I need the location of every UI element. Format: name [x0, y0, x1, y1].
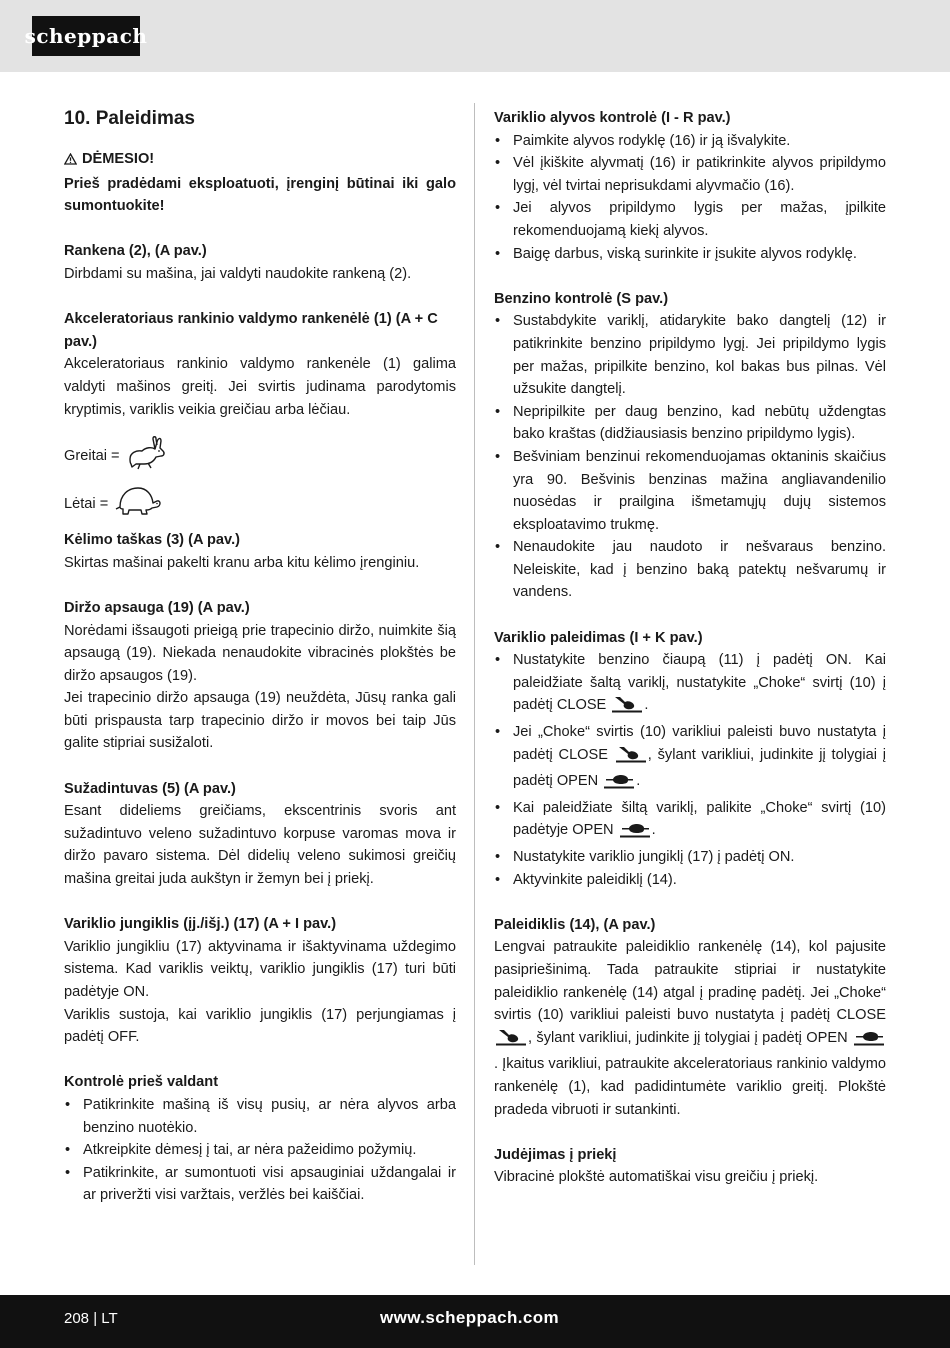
list-item: [494, 721, 886, 797]
list-item: • Patikrinkite mašiną iš visų pusių, ar nėra alyvos arba benzino nuotėkio.: [64, 1094, 456, 1139]
starter-text-b: , šylant varikliui, judinkite jį tolygiai į padėtį OPEN: [528, 1029, 848, 1046]
fast-label: Greitai =: [64, 447, 120, 464]
belt-guard-text-2: Jei trapecinio diržo apsauga (19) neuždėta, Jūsų ranka gali būti prispausta tarp trapecinio diržo ir movos bei taip Jūs galite stipriai susižaloti.: [64, 690, 456, 752]
right-column: [494, 107, 886, 1189]
list-item: • Paimkite alyvos rodyklę (16) ir ją išvalykite.: [494, 130, 886, 153]
list-item: • Nenaudokite jau naudoto ir nešvaraus benzino. Neleiskite, kad į benzino baką patektų nešvarumų ir vandens.: [494, 536, 886, 604]
list-item: • Bešviniam benzinui rekomenduojamas oktaninis skaičius yra 90. Bešvinis benzinas mažina angliavandenilio nuosėdas ir prailgina išmetamųjų dujų sistemos eksploatavimo trukmę.: [494, 446, 886, 536]
warning-triangle-icon: [64, 150, 77, 173]
handle-heading: Rankena (2), (A pav.): [64, 243, 207, 260]
warning-heading: [64, 148, 456, 173]
choke-open-icon: [620, 820, 650, 846]
page-header: [0, 0, 950, 72]
list-item: • Jei alyvos pripildymo lygis per mažas, įpilkite rekomenduojamą kiekį alyvos.: [494, 197, 886, 242]
engine-switch-text-1: Variklio jungikliu (17) aktyvinama ir išaktyvinama uždegimo sistema. Kad variklis veiktų, variklio jungiklis (17) turi būti padėtyje ON.: [64, 938, 456, 1000]
pre-check-heading: Kontrolė prieš valdant: [64, 1074, 219, 1091]
list-item: [494, 797, 886, 846]
start-step-1-end: .: [644, 697, 649, 714]
list-item: • Sustabdykite variklį, atidarykite bako dangtelį (12) ir patikrinkite benzino pripildymo lygį. Jei pripildymo lygis per mažas, pripilkite benzino, kol bakas bus pilnas. Vėl užsukite dangtelį.: [494, 310, 886, 400]
slow-label: Lėtai =: [64, 495, 109, 512]
oil-check-list: [494, 130, 886, 266]
lift-text: Skirtas mašinai pakelti kranu arba kitu kėlimo įrenginiu.: [64, 554, 420, 571]
pre-check-list: [64, 1094, 456, 1207]
choke-close-icon: [612, 695, 642, 721]
oil-check-heading: Variklio alyvos kontrolė (I - R pav.): [494, 110, 731, 126]
start-step-3-text: Kai paleidžiate šiltą variklį, palikite „Choke“ svirtį (10) padėtyje OPEN: [513, 799, 886, 839]
fuel-check-list: [494, 310, 886, 604]
belt-guard-text-1: Norėdami išsaugoti prieigą prie trapecinio diržo, nuimkite šią apsaugą (19). Niekada nenaudokite vibracinės plokštės be diržo apsaugos (19).: [64, 622, 456, 684]
column-divider: [474, 103, 475, 1265]
fuel-check-heading: Benzino kontrolė (S pav.): [494, 290, 669, 307]
handle-text: Dirbdami su mašina, jai valdyti naudokite rankeną (2).: [64, 265, 412, 282]
throttle-heading: Akceleratoriaus rankinio valdymo rankenėlė (1) (A + C pav.): [64, 311, 438, 350]
list-item: • Nepripilkite per daug benzino, kad nebūtų uždengtas bako kraštas (didžiausiasis benzino pripildymo lygis).: [494, 401, 886, 446]
turtle-icon: [114, 483, 162, 525]
starter-text-c: . Įkaitus varikliui, patraukite akceleratoriaus rankinio valdymo rankenėlę (1), kad padidintumėte variklio greitį. Plokštė pradeda vibruoti ir sutankinti.: [494, 1056, 886, 1118]
belt-guard-heading: Diržo apsauga (19) (A pav.): [64, 599, 250, 616]
choke-close-icon: [616, 745, 646, 771]
start-step-3-end: .: [651, 822, 656, 839]
forward-text: Vibracinė plokštė automatiškai visu greičiu į priekį.: [494, 1169, 819, 1186]
page-number: 208 | LT: [64, 1310, 118, 1327]
rabbit-icon: [126, 433, 166, 479]
scheppach-logo: scheppach: [32, 16, 140, 56]
slow-row: [64, 481, 456, 527]
list-item: • Vėl įkiškite alyvmatį (16) ir patikrinkite alyvos pripildymo lygį, vėl tvirtai neprisukdami alyvmačio (16).: [494, 152, 886, 197]
exciter-text: Esant dideliems greičiams, ekscentrinis svoris ant sužadintuvo veleno sužadintuvo korpuse varomas mova ir diržo pavaro sistema. Dėl didelių veleno sukimosi greičių mašina greitai juda aukštyn ir žemyn bei į priekį.: [64, 803, 456, 888]
starter-text-a: Lengvai patraukite paleidiklio rankenėlę (14), kol pajusite pasipriešinimą. Tada patraukite stipriai ir nustatykite paleidiklio rankenėlę (14) atgal į pradinę padėtį. Jei „Choke“ svirtis (10) varikliui paleisti buvo nustatyta į padėtį CLOSE: [494, 939, 886, 1024]
start-step-2-text: Jei „Choke“ svirtis (10) varikliui paleisti buvo nustatyta į padėtį CLOSE: [513, 724, 886, 763]
engine-switch-text-2: Variklis sustoja, kai variklio jungiklis (17) perjungiamas į padėtį OFF.: [64, 1006, 456, 1046]
list-item: [494, 649, 886, 721]
choke-close-icon: [496, 1028, 526, 1054]
start-step-2-end: .: [636, 773, 641, 790]
warning-title: DĖMESIO!: [82, 151, 155, 167]
left-column: [64, 104, 456, 1207]
engine-switch-heading: Variklio jungiklis (įj./išj.) (17) (A + I pav.): [64, 916, 337, 933]
start-step-1-text: Nustatykite benzino čiaupą (11) į padėtį ON. Kai paleidžiate šaltą variklį, nustatykite „Choke“ svirtį (10) į padėtį CLOSE: [513, 652, 886, 714]
exciter-heading: Sužadintuvas (5) (A pav.): [64, 780, 236, 797]
list-item: • Atkreipkite dėmesį į tai, ar nėra pažeidimo požymių.: [64, 1139, 456, 1162]
choke-open-icon: [604, 771, 634, 797]
list-item: • Aktyvinkite paleidiklį (14).: [494, 869, 886, 892]
page-footer: [0, 1295, 950, 1348]
starter-text: [494, 936, 886, 1121]
engine-start-list: [494, 649, 886, 891]
choke-open-icon: [854, 1028, 884, 1054]
forward-heading: Judėjimas į priekį: [494, 1146, 617, 1163]
list-item: • Patikrinkite, ar sumontuoti visi apsauginiai uždangalai ir ar priveržti visi varžtais, veržlės bei kaiščiai.: [64, 1162, 456, 1207]
starter-heading: Paleidiklis (14), (A pav.): [494, 916, 656, 933]
list-item: • Nustatykite variklio jungiklį (17) į padėtį ON.: [494, 846, 886, 869]
fast-row: [64, 433, 456, 479]
list-item: • Baigę darbus, viską surinkite ir įsukite alyvos rodyklę.: [494, 243, 886, 266]
website-link[interactable]: www.scheppach.com: [380, 1308, 560, 1327]
start-step-2-text-b: , šylant varikliui, judinkite jį tolygiai į padėtį OPEN: [513, 746, 886, 790]
engine-start-heading: Variklio paleidimas (I + K pav.): [494, 629, 703, 646]
throttle-text: Akceleratoriaus rankinio valdymo rankenėle (1) galima valdyti mašinos greitį. Jei svirtis judinama parodytomis kryptimis, variklis veikia greičiau arba lėčiau.: [64, 356, 456, 418]
section-title: 10. Paleidimas: [64, 108, 195, 129]
warning-text: Prieš pradėdami eksploatuoti, įrenginį būtinai iki galo sumontuokite!: [64, 175, 456, 215]
lift-heading: Kėlimo taškas (3) (A pav.): [64, 532, 240, 549]
